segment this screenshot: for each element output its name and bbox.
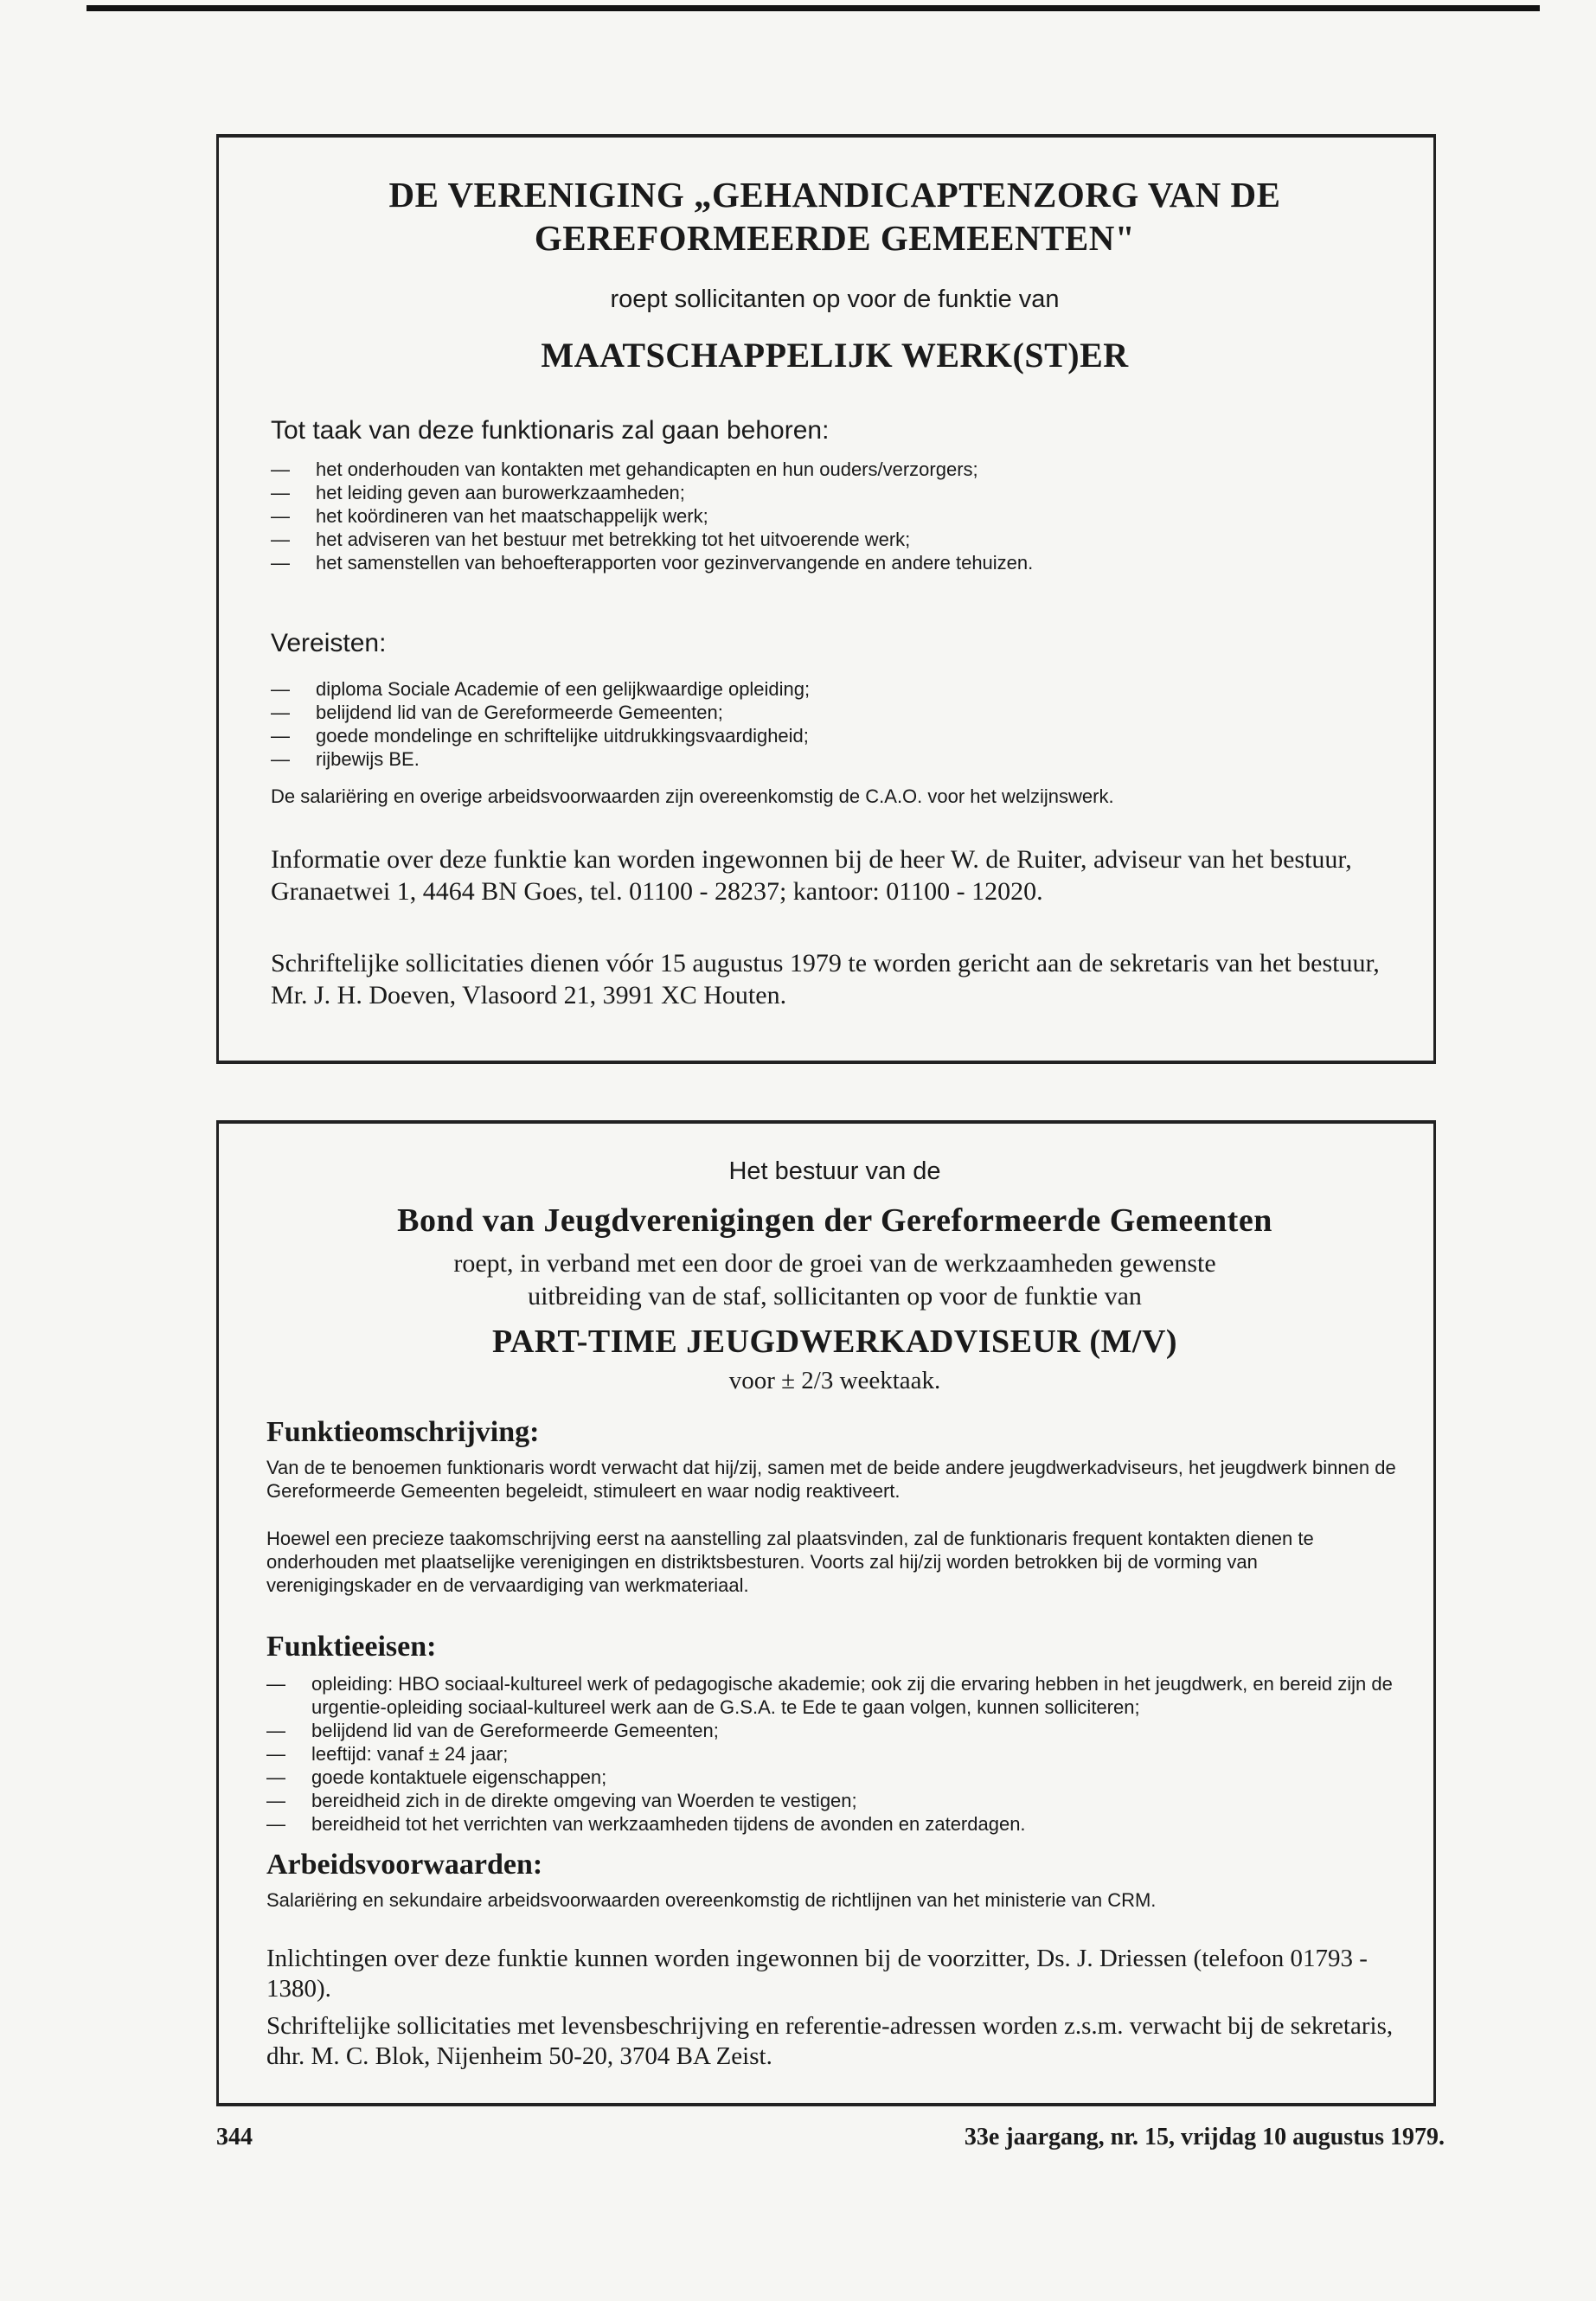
calls-for-text xyxy=(271,1247,1399,1313)
list-item: — bereidheid tot het verrichten van werkzaamheden tijdens de avonden en zaterdagen. xyxy=(266,1812,1399,1836)
section-heading: Arbeidsvoorwaarden: xyxy=(266,1849,543,1881)
list-item: — belijdend lid van de Gereformeerde Gemeenten; xyxy=(266,1719,1399,1742)
calls-line: uitbreiding van de staf, sollicitanten op voor de funktie van xyxy=(528,1282,1142,1311)
page-number: 344 xyxy=(216,2124,253,2150)
requirements-list xyxy=(271,677,1399,771)
ad-rule xyxy=(216,1061,1436,1064)
ad-title: DE VERENIGING „GEHANDICAPTENZORG VAN DE xyxy=(388,175,1281,215)
issue-info: 33e jaargang, nr. 15, vrijdag 10 augustus 1979. xyxy=(964,2124,1445,2150)
ad-rule xyxy=(216,134,1436,138)
info-text: Informatie over deze funktie kan worden ingewonnen bij de heer W. de Ruiter, adviseur van het bestuur, Granaetwei 1, 4464 BN Goes, tel. 01100 - 28237; kantoor: 01100 - 12020. xyxy=(271,845,1352,906)
list-item: — het onderhouden van kontakten met gehandicapten en hun ouders/verzorgers; xyxy=(271,458,1399,481)
calls-for-text: roept sollicitanten op voor de funktie van xyxy=(610,285,1060,313)
list-item: — leeftijd: vanaf ± 24 jaar; xyxy=(266,1742,1399,1766)
list-item: — het adviseren van het bestuur met betrekking tot het uitvoerende werk; xyxy=(271,528,1399,551)
salary-text: De salariëring en overige arbeidsvoorwaarden zijn overeenkomstig de C.A.O. voor het welzijnswerk. xyxy=(271,785,1114,807)
list-item: — rijbewijs BE. xyxy=(271,747,1399,771)
intro-text: Het bestuur van de xyxy=(728,1157,941,1185)
list-item: — belijdend lid van de Gereformeerde Gemeenten; xyxy=(271,701,1399,724)
ad-rule xyxy=(216,1120,1436,1124)
section-heading: Funktieomschrijving: xyxy=(266,1416,540,1448)
list-item: — het leiding geven aan burowerkzaamheden; xyxy=(271,481,1399,504)
top-rule xyxy=(87,5,1540,11)
ad-rule xyxy=(216,2103,1436,2106)
org-name: Bond van Jeugdverenigingen der Gereformeerde Gemeenten xyxy=(397,1202,1272,1239)
requirements-list xyxy=(266,1672,1399,1836)
requirements-intro: Vereisten: xyxy=(271,629,387,657)
list-item: — diploma Sociale Academie of een gelijkwaardige opleiding; xyxy=(271,677,1399,701)
tasks-intro: Tot taak van deze funktionaris zal gaan behoren: xyxy=(271,416,830,445)
list-item: — opleiding: HBO sociaal-kultureel werk of pedagogische akademie; ook zij die ervaring hebben in het jeugdwerk, en bereid zijn de urgentie-opleiding sociaal-kultureel werk aan de G.S.A. te Ede te gaan volgen, kunnen solliciteren; xyxy=(266,1672,1399,1719)
position-note: voor ± 2/3 weektaak. xyxy=(728,1367,941,1394)
position-title: PART-TIME JEUGDWERKADVISEUR (M/V) xyxy=(491,1324,1178,1360)
job-ad-maatschappelijk-werk xyxy=(216,134,1436,1064)
list-item: — bereidheid zich in de direkte omgeving van Woerden te vestigen; xyxy=(266,1789,1399,1812)
list-item: — goede kontaktuele eigenschappen; xyxy=(266,1766,1399,1789)
info-text: Inlichtingen over deze funktie kunnen worden ingewonnen bij de voorzitter, Ds. J. Driessen (telefoon 01793 - 1380). xyxy=(266,1945,1368,2003)
conditions-text: Salariëring en sekundaire arbeidsvoorwaarden overeenkomstig de richtlijnen van het ministerie van CRM. xyxy=(266,1889,1157,1911)
list-item: — het samenstellen van behoefterapporten voor gezinvervangende en andere tehuizen. xyxy=(271,551,1399,574)
tasks-list xyxy=(271,458,1399,574)
ad-title: GEREFORMEERDE GEMEENTEN" xyxy=(534,218,1136,258)
applications-text: Schriftelijke sollicitaties dienen vóór 15 augustus 1979 te worden gericht aan de sekretaris van het bestuur, Mr. J. H. Doeven, Vlasoord 21, 3991 XC Houten. xyxy=(271,949,1380,1009)
position-title: MAATSCHAPPELIJK WERK(ST)ER xyxy=(541,336,1129,375)
calls-line: roept, in verband met een door de groei van de werkzaamheden gewenste xyxy=(453,1249,1216,1278)
job-ad-jeugdwerkadviseur xyxy=(216,1120,1436,2106)
section-heading: Funktieeisen: xyxy=(266,1631,437,1663)
list-item: — het koördineren van het maatschappelijk werk; xyxy=(271,504,1399,528)
list-item: — goede mondelinge en schriftelijke uitdrukkingsvaardigheid; xyxy=(271,724,1399,747)
description-paragraph: Hoewel een precieze taakomschrijving eerst na aanstelling zal plaatsvinden, zal de funktionaris frequent kontakten dienen te onderhouden met plaatselijke verenigingen en distriktsbesturen. Voorts zal hij/zij worden betrokken bij de vorming van verenigingskader en de vervaardiging van werkmateriaal. xyxy=(266,1528,1314,1596)
description-paragraph: Van de te benoemen funktionaris wordt verwacht dat hij/zij, samen met de beide andere jeugdwerkadviseurs, het jeugdwerk binnen de Gereformeerde Gemeenten begeleidt, stimuleert en waar nodig reaktiveert. xyxy=(266,1457,1396,1502)
applications-text: Schriftelijke sollicitaties met levensbeschrijving en referentie-adressen worden z.s.m. verwacht bij de sekretaris, dhr. M. C. Blok, Nijenheim 50-20, 3704 BA Zeist. xyxy=(266,2012,1394,2070)
